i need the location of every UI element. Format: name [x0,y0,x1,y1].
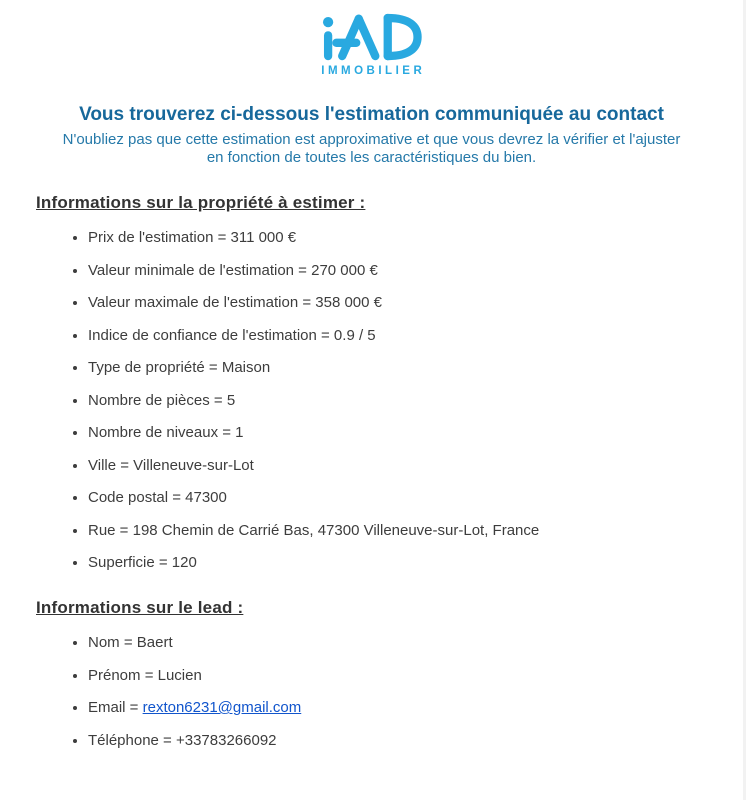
page-title: Vous trouverez ci-dessous l'estimation communiquée au contact [79,104,664,125]
list-item [88,359,743,377]
info-section [0,193,743,572]
list-item [88,699,743,717]
bullet-list [36,229,743,572]
list-item [88,229,743,247]
iad-logo [0,0,743,77]
info-section [0,598,743,750]
list-item [88,634,743,652]
item-text: Email = [88,699,143,716]
list-item [88,667,743,685]
item-text: Superficie = 120 [88,554,197,571]
list-item [88,732,743,750]
logo-tagline: IMMOBILIER [321,65,426,77]
item-text: Nombre de niveaux = 1 [88,424,244,441]
subtitle-line-1: N'oubliez pas que cette estimation est approximative et que vous devrez la vérifier et l'ajuster [62,131,681,148]
email-link[interactable]: rexton6231@gmail.com [142,699,302,716]
bullet-list [36,634,743,750]
list-item [88,327,743,345]
list-item [88,262,743,280]
page-subtitle [0,131,743,167]
section-heading: Informations sur le lead : [36,598,244,617]
item-text: Type de propriété = Maison [88,359,271,376]
item-text: Nom = Baert [88,634,173,651]
list-item [88,424,743,442]
item-text: Rue = 198 Chemin de Carrié Bas, 47300 Villeneuve-sur-Lot, France [88,521,540,539]
item-text: Valeur maximale de l'estimation = 358 000 € [88,294,383,311]
list-item [88,489,743,507]
item-text: Ville = Villeneuve-sur-Lot [88,456,254,474]
list-item [88,457,743,475]
item-text: Téléphone = +33783266092 [88,731,277,749]
iad-logo-icon [319,12,425,62]
item-text: Code postal = 47300 [88,489,227,506]
item-text: Prix de l'estimation = 311 000 € [88,229,297,246]
list-item [88,392,743,410]
item-text: Nombre de pièces = 5 [88,391,236,409]
list-item [88,294,743,312]
sections-container [0,193,743,750]
subtitle-line-2: en fonction de toutes les caractéristiques du bien. [206,149,537,166]
list-item [88,554,743,572]
item-text: Indice de confiance de l'estimation = 0.9 / 5 [88,326,376,344]
section-heading: Informations sur la propriété à estimer : [36,193,366,212]
item-text: Prénom = Lucien [88,666,202,684]
list-item [88,522,743,540]
item-text: Valeur minimale de l'estimation = 270 000 € [88,261,378,279]
